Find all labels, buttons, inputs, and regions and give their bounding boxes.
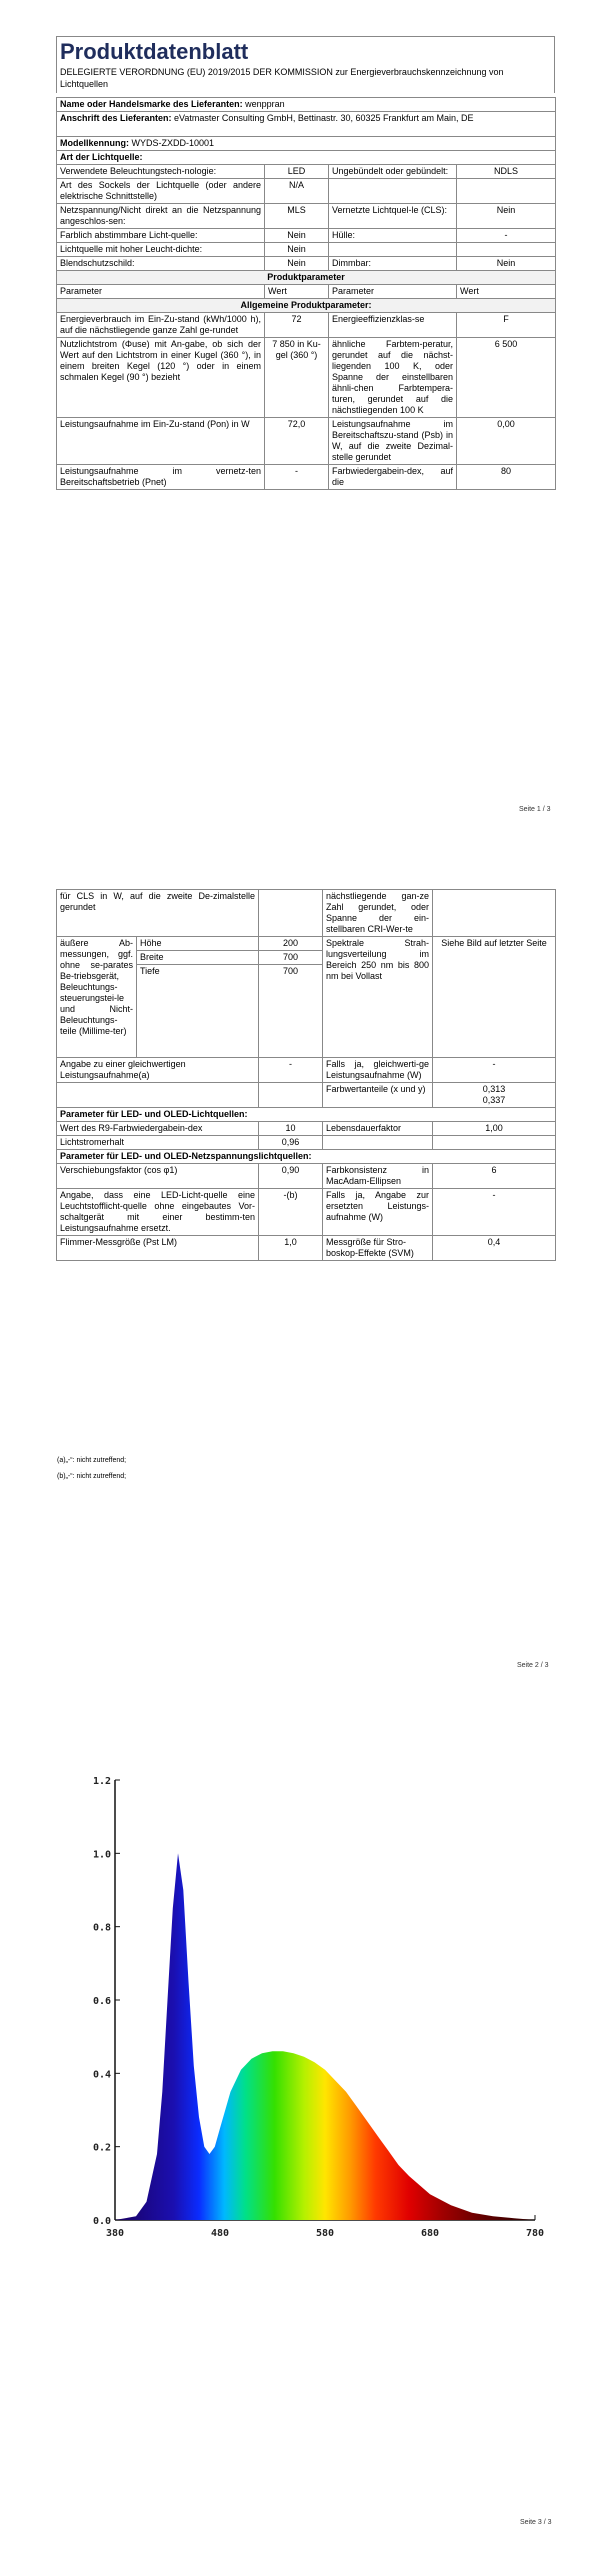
dimension-value: 200 — [259, 937, 323, 951]
type-label: Verwendete Beleuchtungstech-nologie: — [57, 165, 265, 179]
dimension-value: 700 — [259, 951, 323, 965]
type-value: LED — [265, 165, 329, 179]
type-value: N/A — [265, 179, 329, 204]
x-tick-label: 680 — [420, 2228, 440, 2239]
type-label: Hülle: — [329, 229, 457, 243]
col-param: Parameter — [329, 285, 457, 299]
macadam-value: 6 — [433, 1164, 556, 1189]
type-value: NDLS — [457, 165, 556, 179]
col-value: Wert — [265, 285, 329, 299]
document-title: Produktdatenblatt — [60, 39, 249, 64]
chromaticity-y: 0,337 — [482, 1095, 506, 1105]
supplier-address-label: Anschrift des Lieferanten: — [60, 113, 172, 123]
flicker-value: 1,0 — [259, 1236, 323, 1261]
power-factor-value: 0,90 — [259, 1164, 323, 1189]
type-label: Netzspannung/Nicht direkt an die Netzspannung angeschlos-sen: — [57, 204, 265, 229]
model-row — [57, 137, 556, 151]
spectrum-area — [115, 1853, 535, 2220]
equivalent-power-label: Angabe zu einer gleichwertigen Leistungsaufnahme(a) — [57, 1058, 259, 1083]
y-tick-label: 0.6 — [92, 1996, 111, 2007]
dimension-name: Breite — [137, 951, 259, 965]
type-value: Nein — [265, 257, 329, 271]
type-label: Lichtquelle mit hoher Leucht-dichte: — [57, 243, 265, 257]
section-header-row — [57, 1108, 556, 1122]
datasheet-table-page1 — [56, 97, 556, 490]
spectral-distribution-chart — [80, 1760, 556, 2270]
param-label: Leistungsaufnahme im Ein-Zu-stand (Pon) in W — [57, 418, 265, 465]
mains-params-header: Parameter für LED- und OLED-Netzspannungslichtquellen: — [57, 1150, 556, 1164]
page-break-mask — [0, 789, 607, 801]
continued-row — [57, 890, 556, 937]
param-label: Leistungsaufnahme im vernetz-ten Bereitschaftsbetrieb (Pnet) — [57, 465, 265, 490]
type-value: Nein — [265, 229, 329, 243]
type-value — [457, 179, 556, 204]
y-tick-label: 0.0 — [92, 2216, 111, 2227]
r9-label: Wert des R9-Farbwiedergabein-dex — [57, 1122, 259, 1136]
chromaticity-x: 0,313 — [482, 1084, 506, 1094]
page-number: Seite 2 / 3 — [517, 1662, 549, 1669]
replacement-label: Angabe, dass eine LED-Licht-quelle eine Leuchtstofflicht-quelle ohne eingebautes Vor-schaltgerät mit einer bestimm-ten Leistungsaufnahme ersetzt. — [57, 1189, 259, 1236]
param-value: F — [457, 313, 556, 338]
macadam-label: Farbkonsistenz in MacAdam-Ellipsen — [323, 1164, 433, 1189]
product-params-header: Produktparameter — [57, 271, 556, 285]
col-value: Wert — [457, 285, 556, 299]
param-label: nächstliegende gan-ze Zahl gerundet, oder Spanne der ein-stellbaren CRI-Wer-te — [323, 890, 433, 937]
lumen-maintenance-value: 0,96 — [259, 1136, 323, 1150]
param-value: 80 — [457, 465, 556, 490]
supplier-address-row — [57, 112, 556, 137]
y-tick-label: 1.2 — [92, 1776, 111, 1787]
supplier-name-label: Name oder Handelsmarke des Lieferanten: — [60, 99, 243, 109]
general-params-header: Allgemeine Produktparameter: — [57, 299, 556, 313]
type-label: Blendschutzschild: — [57, 257, 265, 271]
param-row — [57, 1236, 556, 1261]
svm-value: 0,4 — [433, 1236, 556, 1261]
type-label — [329, 243, 457, 257]
column-header-row — [57, 285, 556, 299]
replacement-yes-label: Falls ja, Angabe zur ersetzten Leistungs-aufnahme (W) — [323, 1189, 433, 1236]
x-tick-label: 580 — [315, 2228, 335, 2239]
product-params-header-row — [57, 271, 556, 285]
param-row — [57, 1083, 556, 1108]
x-tick-label: 480 — [210, 2228, 230, 2239]
type-value — [457, 243, 556, 257]
param-label: Nutzlichtstrom (Φuse) mit An-gabe, ob sich der Wert auf den Lichtstrom in einer Kugel (360 °), in einem breiten Kegel (120 °) oder in einem schmalen Kegel (90 °) bezieht — [57, 338, 265, 418]
r9-value: 10 — [259, 1122, 323, 1136]
type-value: - — [457, 229, 556, 243]
param-label: ähnliche Farbtem-peratur, gerundet auf die nächst-liegenden 100 K, oder Spanne der einstellbaren ähnli-chen Farbtempera-turen, gerundet auf die nächstliegenden 100 K — [329, 338, 457, 418]
general-params-header-row — [57, 299, 556, 313]
dimension-name: Höhe — [137, 937, 259, 951]
type-label: Dimmbar: — [329, 257, 457, 271]
type-label: Ungebündelt oder gebündelt: — [329, 165, 457, 179]
page-number: Seite 3 / 3 — [520, 2519, 552, 2526]
type-row — [57, 179, 556, 204]
model-label: Modellkennung: — [60, 138, 129, 148]
y-tick-label: 0.2 — [92, 2142, 111, 2154]
supplier-name-row — [57, 98, 556, 112]
param-label: für CLS in W, auf die zweite De-zimalstelle gerundet — [57, 890, 259, 937]
dimension-row — [57, 937, 556, 951]
x-tick-label: 780 — [525, 2228, 545, 2239]
param-row — [57, 1136, 556, 1150]
lifetime-label: Lebensdauerfaktor — [323, 1122, 433, 1136]
param-row — [57, 418, 556, 465]
type-value: Nein — [265, 243, 329, 257]
spectral-value: Siehe Bild auf letzter Seite — [433, 937, 556, 1058]
type-label: Farblich abstimmbare Licht-quelle: — [57, 229, 265, 243]
lumen-maintenance-label: Lichtstromerhalt — [57, 1136, 259, 1150]
regulation-subtitle: DELEGIERTE VERORDNUNG (EU) 2019/2015 DER KOMMISSION zur Energieverbrauchskennzeichnung von Lichtquellen — [60, 67, 504, 89]
equivalent-power-yes-value: - — [433, 1058, 556, 1083]
type-value: Nein — [457, 204, 556, 229]
type-row — [57, 165, 556, 179]
param-label: Farbwiedergabein-dex, auf die — [329, 465, 457, 490]
col-param: Parameter — [57, 285, 265, 299]
param-label: Leistungsaufnahme im Bereitschaftszu-stand (Psb) in W, auf die zweite Dezimal-stelle gerundet — [329, 418, 457, 465]
type-row — [57, 229, 556, 243]
param-value: 0,00 — [457, 418, 556, 465]
page-number: Seite 1 / 3 — [519, 806, 551, 813]
param-value: 7 850 in Ku-gel (360 °) — [265, 338, 329, 418]
datasheet-table-page2 — [56, 889, 556, 1261]
supplier-name: wenppran — [245, 99, 285, 109]
param-row — [57, 1058, 556, 1083]
x-tick-label: 380 — [105, 2228, 125, 2239]
footnote-a: (a)„-“: nicht zutreffend; — [57, 1457, 127, 1464]
param-row — [57, 465, 556, 490]
type-value: MLS — [265, 204, 329, 229]
spectral-label: Spektrale Strah-lungsverteilung im Bereich 250 nm bis 800 nm bei Vollast — [323, 937, 433, 1058]
param-label: Energieverbrauch im Ein-Zu-stand (kWh/1000 h), auf die nächstliegende ganze Zahl ge-rundet — [57, 313, 265, 338]
supplier-address: eVatmaster Consulting GmbH, Bettinastr. 30, 60325 Frankfurt am Main, DE — [174, 113, 474, 123]
param-row — [57, 313, 556, 338]
dimension-name: Tiefe — [137, 965, 259, 1058]
type-row — [57, 243, 556, 257]
param-value: 72,0 — [265, 418, 329, 465]
footnote-b: (b)„-“: nicht zutreffend; — [57, 1473, 127, 1480]
light-source-type-header-row — [57, 151, 556, 165]
param-row — [57, 338, 556, 418]
equivalent-power-value: - — [259, 1058, 323, 1083]
type-label: Art des Sockels der Lichtquelle (oder andere elektrische Schnittstelle) — [57, 179, 265, 204]
y-tick-label: 0.8 — [92, 1922, 111, 1934]
type-label: Vernetzte Lichtquel-le (CLS): — [329, 204, 457, 229]
type-label — [329, 179, 457, 204]
flicker-label: Flimmer-Messgröße (Pst LM) — [57, 1236, 259, 1261]
led-params-header: Parameter für LED- und OLED-Lichtquellen: — [57, 1108, 556, 1122]
param-row — [57, 1164, 556, 1189]
param-value: 6 500 — [457, 338, 556, 418]
param-value: 72 — [265, 313, 329, 338]
equivalent-power-yes-label: Falls ja, gleichwerti-ge Leistungsaufnahme (W) — [323, 1058, 433, 1083]
type-value: Nein — [457, 257, 556, 271]
y-tick-label: 0.4 — [92, 2069, 111, 2081]
lifetime-value: 1,00 — [433, 1122, 556, 1136]
dimensions-label: äußere Ab-messungen, ggf. ohne se-parates Be-triebsgerät, Beleuchtungs-steuerungstei-le und Nicht-Beleuchtungs-teile (Millime-ter) — [57, 937, 137, 1058]
param-row — [57, 1189, 556, 1236]
replacement-value: -(b) — [259, 1189, 323, 1236]
section-header-row — [57, 1150, 556, 1164]
param-row — [57, 1122, 556, 1136]
model-id: WYDS-ZXDD-10001 — [131, 138, 215, 148]
type-row — [57, 257, 556, 271]
type-row — [57, 204, 556, 229]
replacement-yes-value: - — [433, 1189, 556, 1236]
svm-label: Messgröße für Stro-boskop-Effekte (SVM) — [323, 1236, 433, 1261]
light-source-type-header: Art der Lichtquelle: — [57, 151, 556, 165]
y-tick-label: 1.0 — [92, 1849, 111, 1861]
document-header — [56, 36, 555, 93]
chromaticity-label: Farbwertanteile (x und y) — [323, 1083, 433, 1108]
param-label: Energieeffizienzklas-se — [329, 313, 457, 338]
dimension-value: 700 — [259, 965, 323, 1058]
param-value: - — [265, 465, 329, 490]
power-factor-label: Verschiebungsfaktor (cos φ1) — [57, 1164, 259, 1189]
